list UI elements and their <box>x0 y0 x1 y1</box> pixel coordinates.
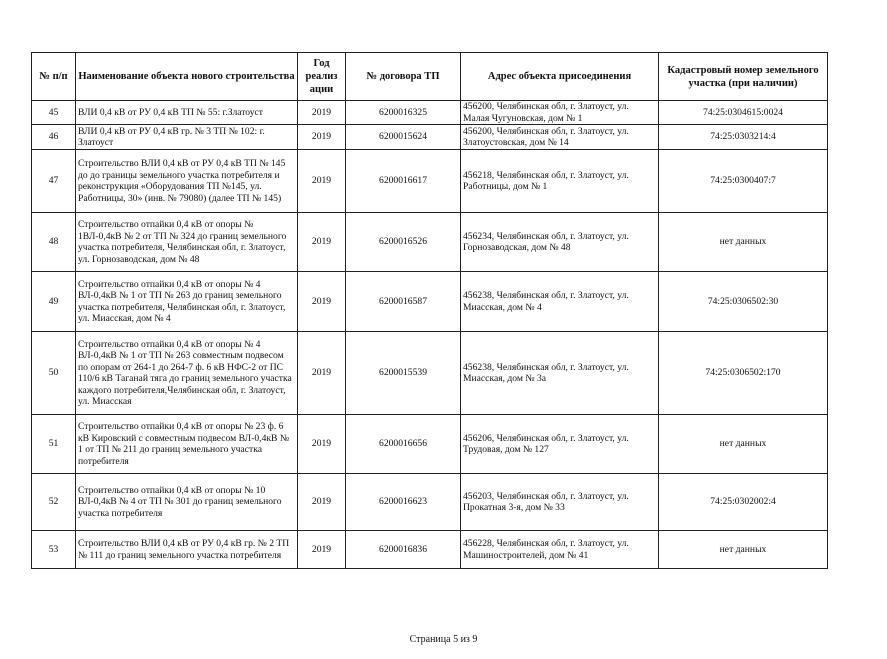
row-num: 46 <box>32 125 76 150</box>
row-contract: 6200016617 <box>346 150 461 213</box>
row-num: 47 <box>32 150 76 213</box>
row-num: 45 <box>32 101 76 125</box>
header-contract: № договора ТП <box>346 53 461 101</box>
row-address: 456218, Челябинская обл, г. Златоуст, ул. Работницы, дом № 1 <box>461 150 659 213</box>
row-num: 50 <box>32 332 76 415</box>
row-address: 456238, Челябинская обл, г. Златоуст, ул. Миасская, дом № 3а <box>461 332 659 415</box>
row-cadastral: нет данных <box>659 531 828 569</box>
row-year: 2019 <box>298 150 346 213</box>
row-contract: 6200016623 <box>346 474 461 531</box>
row-contract: 6200015539 <box>346 332 461 415</box>
table-row <box>32 415 828 474</box>
row-contract: 6200015624 <box>346 125 461 150</box>
row-address: 456206, Челябинская обл, г. Златоуст, ул. Трудовая, дом № 127 <box>461 415 659 474</box>
row-year: 2019 <box>298 474 346 531</box>
row-address: 456238, Челябинская обл, г. Златоуст, ул. Миасская, дом № 4 <box>461 272 659 332</box>
row-year: 2019 <box>298 332 346 415</box>
row-num: 49 <box>32 272 76 332</box>
row-name: Строительство отпайки 0,4 кВ от опоры № 4 ВЛ-0,4кВ № 1 от ТП № 263 совместным подвесом по опорам от 264-1 до 264-7 ф. 6 кВ НФС-2 от ПС 110/6 кВ Таганай тяга до границ земельного участка каждого потребителя,Челябинская обл, г. Златоуст, ул. Миасская <box>76 332 298 415</box>
row-cadastral: 74:25:0302002:4 <box>659 474 828 531</box>
row-contract: 6200016526 <box>346 213 461 272</box>
table-row <box>32 531 828 569</box>
row-cadastral: 74:25:0300407:7 <box>659 150 828 213</box>
header-name: Наименование объекта нового строительства <box>76 53 298 101</box>
table-row <box>32 101 828 125</box>
row-num: 53 <box>32 531 76 569</box>
row-address: 456234, Челябинская обл, г. Златоуст, ул. Горнозаводская, дом № 48 <box>461 213 659 272</box>
row-year: 2019 <box>298 213 346 272</box>
row-contract: 6200016587 <box>346 272 461 332</box>
row-year: 2019 <box>298 531 346 569</box>
row-contract: 6200016325 <box>346 101 461 125</box>
row-name: Строительство отпайки 0,4 кВ от опоры № 10 ВЛ-0,4кВ № 4 от ТП № 301 до границ земельного участка потребителя <box>76 474 298 531</box>
header-cadastral: Кадастровый номер земельного участка (при наличии) <box>659 53 828 101</box>
row-year: 2019 <box>298 272 346 332</box>
row-name: Строительство отпайки 0,4 кВ от опоры № 1ВЛ-0,4кВ № 2 от ТП № 324 до границ земельного участка потребителя, Челябинская обл, г. Златоуст, ул. Горнозаводская, дом № 48 <box>76 213 298 272</box>
row-year: 2019 <box>298 415 346 474</box>
row-num: 51 <box>32 415 76 474</box>
objects-table <box>31 52 828 569</box>
row-cadastral: нет данных <box>659 213 828 272</box>
row-contract: 6200016656 <box>346 415 461 474</box>
row-name: Строительство отпайки 0,4 кВ от опоры № 23 ф. 6 кВ Кировский с совместным подвесом ВЛ-0,4кВ № 1 от ТП № 211 до границ земельного участка потребителя <box>76 415 298 474</box>
header-num: № п/п <box>32 53 76 101</box>
row-address: 456228, Челябинская обл, г. Златоуст, ул. Машиностроителей, дом № 41 <box>461 531 659 569</box>
table-row <box>32 213 828 272</box>
header-row <box>32 53 828 101</box>
row-name: ВЛИ 0,4 кВ от РУ 0,4 кВ ТП № 55: г.Златоуст <box>76 101 298 125</box>
row-name: Строительство ВЛИ 0,4 кВ от РУ 0,4 кВ гр. № 2 ТП № 111 до границ земельного участка потребителя <box>76 531 298 569</box>
row-name: Строительство ВЛИ 0,4 кВ от РУ 0,4 кВ ТП № 145 до до границы земельного участка потребителя и реконструкция «Оборудования ТП №145, ул. Работницы, 30» (инв. № 79080) (далее ТП № 145) <box>76 150 298 213</box>
row-address: 456200, Челябинская обл, г. Златоуст, ул. Малая Чугуновская, дом № 1 <box>461 101 659 125</box>
table-row <box>32 272 828 332</box>
header-year: Год реализ ации <box>298 53 346 101</box>
row-name: Строительство отпайки 0,4 кВ от опоры № 4 ВЛ-0,4кВ № 1 от ТП № 263 до границ земельного участка потребителя, Челябинская обл, г. Златоуст, ул. Миасская, дом № 4 <box>76 272 298 332</box>
row-address: 456203, Челябинская обл, г. Златоуст, ул. Прокатная 3-я, дом № 33 <box>461 474 659 531</box>
header-address: Адрес объекта присоединения <box>461 53 659 101</box>
row-num: 52 <box>32 474 76 531</box>
row-cadastral: 74:25:0306502:30 <box>659 272 828 332</box>
page-number: Страница 5 из 9 <box>409 634 478 645</box>
row-name: ВЛИ 0,4 кВ от РУ 0,4 кВ гр. № 3 ТП № 102: г. Златоуст <box>76 125 298 150</box>
row-cadastral: 74:25:0306502:170 <box>659 332 828 415</box>
row-year: 2019 <box>298 101 346 125</box>
table-row <box>32 332 828 415</box>
row-num: 48 <box>32 213 76 272</box>
row-address: 456200, Челябинская обл, г. Златоуст, ул. Златоустовская, дом № 14 <box>461 125 659 150</box>
row-cadastral: 74:25:0303214:4 <box>659 125 828 150</box>
row-cadastral: 74:25:0304615:0024 <box>659 101 828 125</box>
table-row <box>32 125 828 150</box>
table-row <box>32 150 828 213</box>
row-contract: 6200016836 <box>346 531 461 569</box>
row-cadastral: нет данных <box>659 415 828 474</box>
row-year: 2019 <box>298 125 346 150</box>
table-row <box>32 474 828 531</box>
